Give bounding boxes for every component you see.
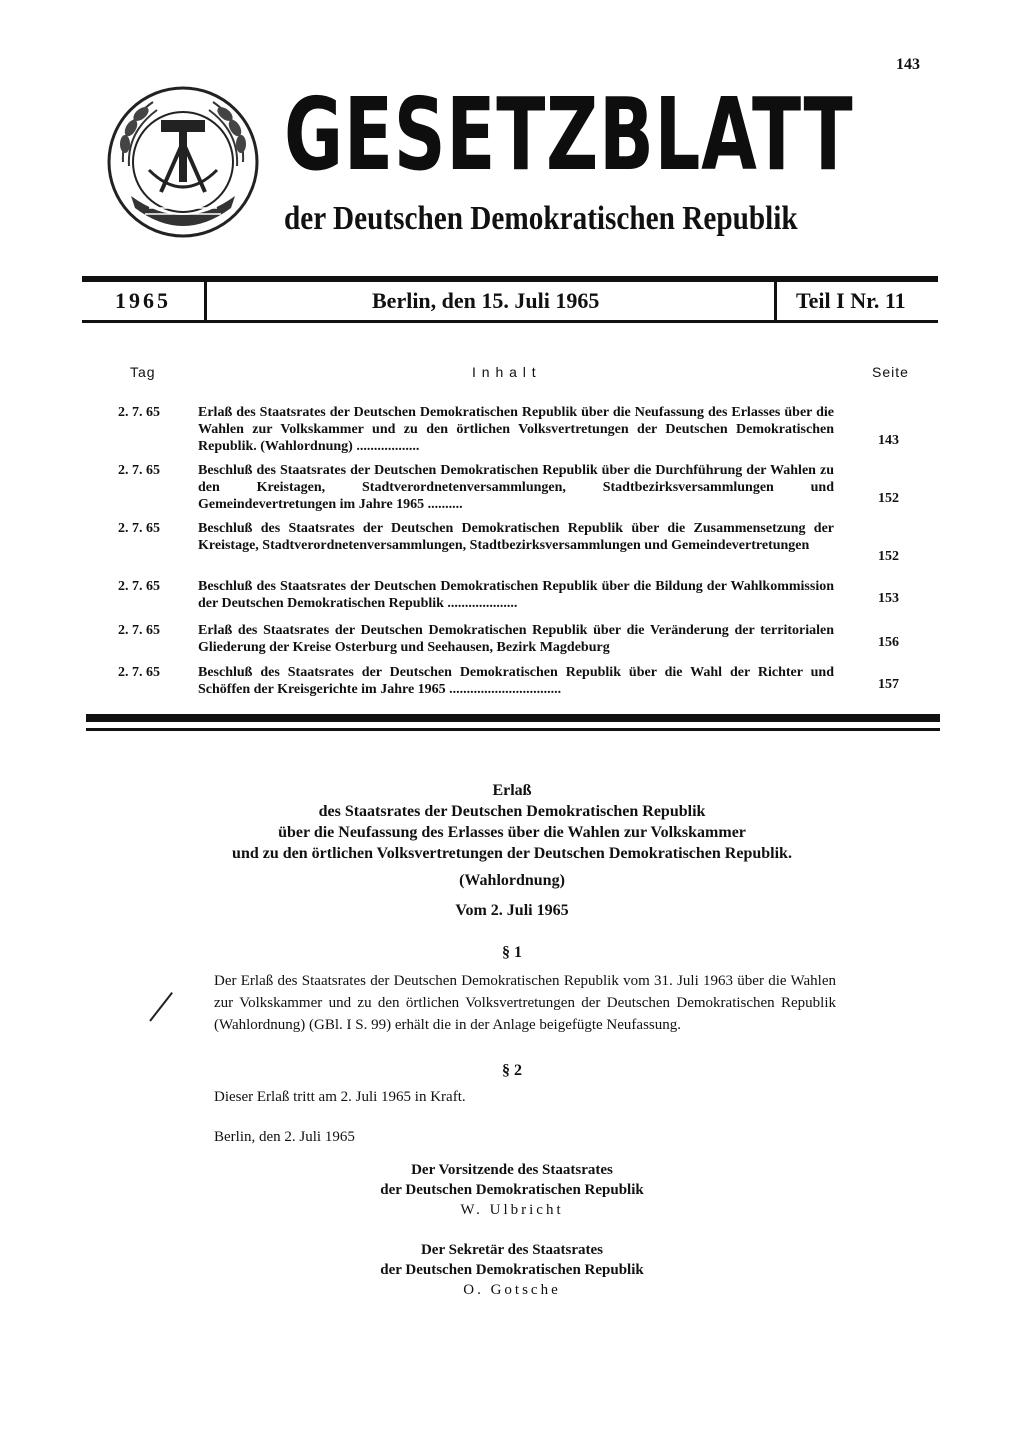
decree-title	[0, 780, 1024, 891]
toc-entry-page: 156	[878, 635, 899, 650]
toc-entry-page: 152	[878, 491, 899, 506]
state-emblem-icon	[105, 84, 261, 240]
decree-date: Vom 2. Juli 1965	[455, 902, 569, 919]
masthead-subtitle: der Deutschen Demokratischen Republik	[284, 200, 798, 237]
toc-entry-date: 2. 7. 65	[118, 463, 160, 478]
toc-entry	[110, 622, 910, 658]
toc-entry-text: Beschluß des Staatsrates der Deutschen Demokratischen Republik über die Durchführung der Wahlen zu den Kreistagen, Stadtverordnetenversammlungen, Stadtbezirksversammlungen und Gemeindevertretungen im Jahre 1965 ..........	[198, 463, 834, 512]
decree-title-line: über die Neufassung des Erlasses über die Wahlen zur Volkskammer	[278, 824, 746, 841]
signature-title: der Deutschen Demokratischen Republik	[380, 1262, 644, 1278]
decree-title-line: (Wahlordnung)	[459, 872, 565, 889]
toc-entry-date: 2. 7. 65	[118, 665, 160, 680]
toc-entry-text: Erlaß des Staatsrates der Deutschen Demokratischen Republik über die Veränderung der territorialen Gliederung der Kreise Osterburg und Seehausen, Bezirk Magdeburg	[198, 623, 834, 655]
issue-divider	[774, 282, 777, 320]
toc-entry-page: 143	[878, 433, 899, 448]
toc-entry	[110, 462, 910, 514]
toc-header-content: I n h a l t	[472, 364, 537, 380]
section-2-text: Dieser Erlaß tritt am 2. Juli 1965 in Kraft.	[214, 1089, 466, 1105]
toc-entry-text: Beschluß des Staatsrates der Deutschen Demokratischen Republik über die Bildung der Wahlkommission der Deutschen Demokratischen Republik ....................	[198, 579, 834, 611]
toc-header-page: Seite	[872, 364, 909, 380]
toc-entry	[110, 404, 910, 456]
margin-mark	[149, 992, 173, 1022]
section-1-mark: § 1	[502, 944, 522, 961]
section-2-mark: § 2	[502, 1062, 522, 1079]
toc-entry-date: 2. 7. 65	[118, 579, 160, 594]
page-number: 143	[896, 56, 920, 73]
signature-name: O. Gotsche	[463, 1282, 561, 1298]
toc-entry	[110, 520, 910, 572]
toc-rule-heavy	[86, 714, 940, 722]
issue-divider	[204, 282, 207, 320]
toc-entry-page: 157	[878, 677, 899, 692]
toc-entry-page: 152	[878, 549, 899, 564]
issue-rule-top	[82, 276, 938, 282]
decree-title-line: Erlaß	[492, 782, 532, 799]
signature-title: der Deutschen Demokratischen Republik	[380, 1182, 644, 1198]
toc-entry-date: 2. 7. 65	[118, 405, 160, 420]
toc-entry-text: Erlaß des Staatsrates der Deutschen Demokratischen Republik über die Neufassung des Erlasses über die Wahlen zur Volkskammer und zu den örtlichen Volksvertretungen der Deutschen Demokratischen Republik. (Wahlordnung) ..................	[198, 405, 834, 454]
signature-block	[0, 1160, 1024, 1220]
toc-entry-date: 2. 7. 65	[118, 623, 160, 638]
signature-block	[0, 1240, 1024, 1300]
masthead-title: GESETZBLATT	[284, 76, 854, 193]
issue-date: Berlin, den 15. Juli 1965	[372, 288, 600, 313]
toc-entry-page: 153	[878, 591, 899, 606]
section-1-text: Der Erlaß des Staatsrates der Deutschen Demokratischen Republik vom 31. Juli 1963 über die Wahlen zur Volkskammer und zu den örtlichen Volksvertretungen der Deutschen Demokratischen Republik (Wahlordnung) (GBl. I S. 99) erhält die in der Anlage beigefügte Neufassung.	[214, 973, 836, 1033]
signature-title: Der Sekretär des Staatsrates	[420, 1242, 604, 1258]
place-date: Berlin, den 2. Juli 1965	[214, 1129, 355, 1145]
issue-year: 1965	[115, 288, 171, 313]
issue-part: Teil I Nr. 11	[796, 288, 906, 313]
decree-title-line: und zu den örtlichen Volksvertretungen der Deutschen Demokratischen Republik.	[232, 845, 792, 862]
signature-title: Der Vorsitzende des Staatsrates	[411, 1162, 613, 1178]
toc-entry	[110, 578, 910, 614]
toc-entry-date: 2. 7. 65	[118, 521, 160, 536]
toc-entry-text: Beschluß des Staatsrates der Deutschen Demokratischen Republik über die Wahl der Richter und Schöffen der Kreisgerichte im Jahre 1965 ................................	[198, 665, 834, 697]
toc-entry	[110, 664, 910, 700]
decree-title-line: des Staatsrates der Deutschen Demokratischen Republik	[318, 803, 706, 820]
toc-entry-text: Beschluß des Staatsrates der Deutschen Demokratischen Republik über die Zusammensetzung der Kreistage, Stadtverordnetenversammlungen, Stadtbezirksversammlungen und Gemeindevertretungen	[198, 521, 834, 553]
signature-name: W. Ulbricht	[460, 1202, 564, 1218]
toc-header-date: Tag	[130, 364, 156, 380]
issue-rule-bottom	[82, 320, 938, 323]
toc-rule-thin	[86, 728, 940, 731]
